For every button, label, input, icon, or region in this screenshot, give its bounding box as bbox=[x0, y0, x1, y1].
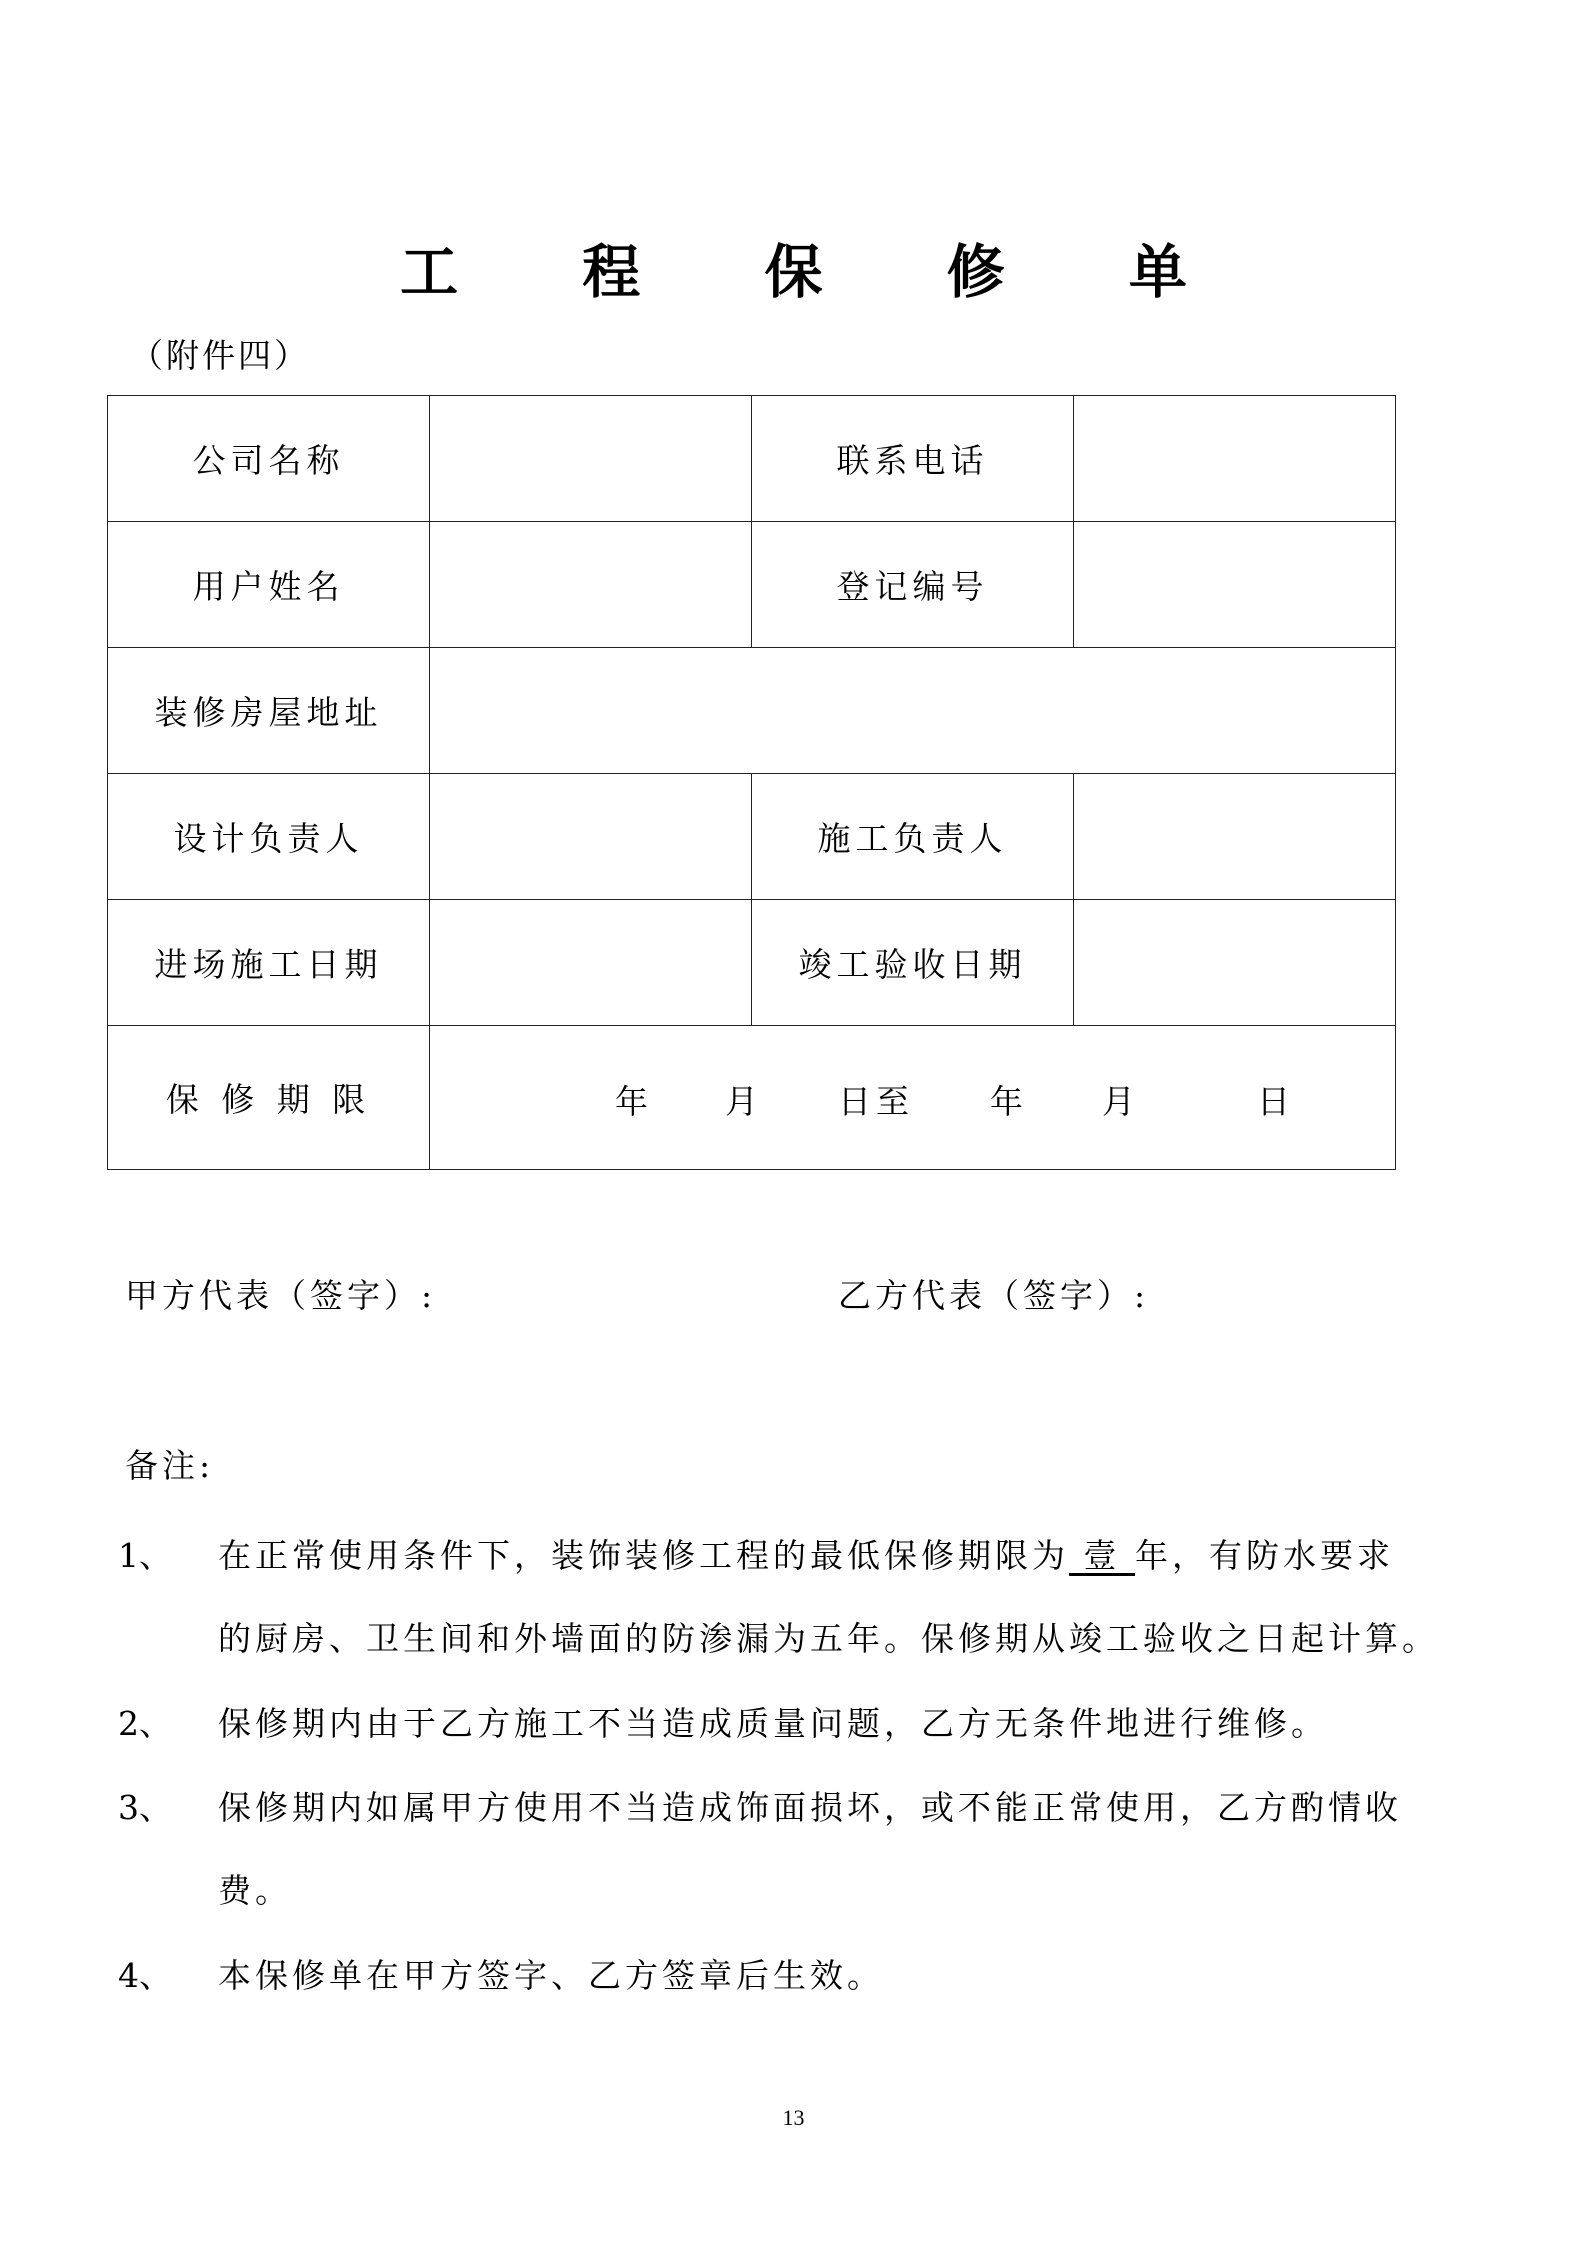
party-b-signature: 乙方代表（签字）: bbox=[838, 1276, 1150, 1315]
register-no-label: 登记编号 bbox=[752, 522, 1074, 648]
user-name-field[interactable] bbox=[430, 522, 752, 648]
remarks-label: 备注: bbox=[125, 1446, 215, 1485]
period-day-2: 日 bbox=[1257, 1082, 1295, 1121]
company-name-label: 公司名称 bbox=[108, 396, 430, 522]
remark-item-3-line-1: 保修期内如属甲方使用不当造成饰面损坏，或不能正常使用，乙方酌情收 bbox=[218, 1788, 1402, 1827]
remark-item-1-line-1: 在正常使用条件下，装饰装修工程的最低保修期限为 壹 年，有防水要求 bbox=[218, 1536, 1394, 1575]
remark-item-3-line-2: 费。 bbox=[218, 1871, 292, 1910]
page-number: 13 bbox=[782, 2105, 805, 2130]
remark-item-4: 本保修单在甲方签字、乙方签章后生效。 bbox=[218, 1956, 884, 1995]
start-date-field[interactable] bbox=[430, 900, 752, 1026]
acceptance-date-label: 竣工验收日期 bbox=[752, 900, 1074, 1026]
address-field[interactable] bbox=[430, 648, 1396, 774]
user-name-label: 用户姓名 bbox=[108, 522, 430, 648]
address-label: 装修房屋地址 bbox=[108, 648, 430, 774]
construction-lead-label: 施工负责人 bbox=[752, 774, 1074, 900]
remark-item-1-line-2: 的厨房、卫生间和外墙面的防渗漏为五年。保修期从竣工验收之日起计算。 bbox=[218, 1619, 1439, 1658]
designer-label: 设计负责人 bbox=[108, 774, 430, 900]
attachment-label: （附件四） bbox=[130, 336, 310, 375]
contact-phone-field[interactable] bbox=[1074, 396, 1396, 522]
period-year-2: 年 bbox=[990, 1082, 1028, 1121]
remark-number: 3、 bbox=[118, 1788, 172, 1827]
period-day-to: 日至 bbox=[838, 1082, 914, 1121]
remark-number: 4、 bbox=[118, 1956, 172, 1995]
acceptance-date-field[interactable] bbox=[1074, 900, 1396, 1026]
period-month-2: 月 bbox=[1102, 1082, 1140, 1121]
contact-phone-label: 联系电话 bbox=[752, 396, 1074, 522]
warranty-form-table bbox=[107, 395, 1396, 1170]
remark-number: 1、 bbox=[118, 1536, 172, 1575]
designer-field[interactable] bbox=[430, 774, 752, 900]
warranty-period-field[interactable] bbox=[430, 1026, 1396, 1170]
party-a-signature: 甲方代表（签字）: bbox=[125, 1276, 437, 1315]
period-year-1: 年 bbox=[615, 1082, 653, 1121]
company-name-field[interactable] bbox=[430, 396, 752, 522]
page-title: 工 程 保 修 单 bbox=[400, 238, 1239, 306]
construction-lead-field[interactable] bbox=[1074, 774, 1396, 900]
period-month-1: 月 bbox=[725, 1082, 763, 1121]
register-no-field[interactable] bbox=[1074, 522, 1396, 648]
start-date-label: 进场施工日期 bbox=[108, 900, 430, 1026]
remark-number: 2、 bbox=[118, 1704, 172, 1743]
remark-item-2: 保修期内由于乙方施工不当造成质量问题，乙方无条件地进行维修。 bbox=[218, 1704, 1328, 1743]
warranty-years-value: 壹 bbox=[1069, 1536, 1135, 1575]
warranty-period-label: 保 修 期 限 bbox=[108, 1026, 430, 1170]
